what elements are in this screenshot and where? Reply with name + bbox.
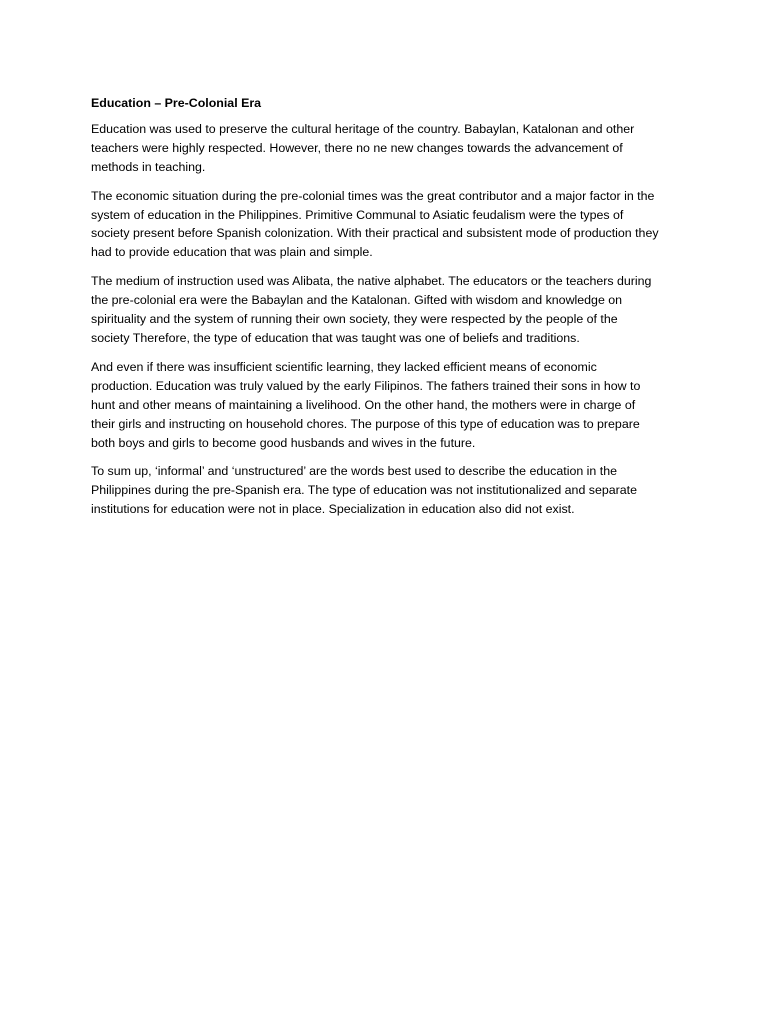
- paragraph-3: [91, 272, 691, 348]
- paragraph-line: To sum up, ‘informal’ and ‘unstructured’ are the words best used to describe the education in the: [91, 464, 617, 479]
- document-body: [91, 94, 691, 529]
- paragraph-line: And even if there was insufficient scientific learning, they lacked efficient means of economic: [91, 359, 597, 374]
- paragraph-line: teachers were highly respected. However, there no ne new changes towards the advancement of: [91, 140, 623, 155]
- paragraph-line: The medium of instruction used was Alibata, the native alphabet. The educators or the teachers during: [91, 274, 652, 289]
- paragraph-line: spirituality and the system of running their own society, they were respected by the people of the: [91, 312, 618, 327]
- paragraph-1: [91, 120, 691, 177]
- paragraph-line: Philippines during the pre-Spanish era. The type of education was not institutionalized and separate: [91, 483, 637, 498]
- paragraph-line: methods in teaching.: [91, 159, 206, 174]
- paragraph-line: production. Education was truly valued by the early Filipinos. The fathers trained their sons in how to: [91, 378, 641, 393]
- paragraph-line: their girls and instructing on household chores. The purpose of this type of education was to prepare: [91, 416, 640, 431]
- paragraph-4: [91, 358, 691, 453]
- paragraph-line: had to provide education that was plain and simple.: [91, 245, 373, 260]
- paragraph-2: [91, 187, 691, 263]
- paragraph-5: [91, 462, 691, 519]
- paragraph-line: The economic situation during the pre-colonial times was the great contributor and a major factor in the: [91, 188, 655, 203]
- paragraph-line: institutions for education were not in place. Specialization in education also did not exist.: [91, 502, 575, 517]
- paragraph-line: society Therefore, the type of education that was taught was one of beliefs and traditions.: [91, 330, 580, 345]
- paragraph-line: the pre-colonial era were the Babaylan and the Katalonan. Gifted with wisdom and knowledge on: [91, 293, 623, 308]
- paragraph-line: system of education in the Philippines. Primitive Communal to Asiatic feudalism were the types of: [91, 207, 624, 222]
- document-title: Education – Pre-Colonial Era: [91, 96, 262, 110]
- paragraph-line: Education was used to preserve the cultural heritage of the country. Babaylan, Katalonan and other: [91, 121, 635, 136]
- paragraph-line: society present before Spanish colonization. With their practical and subsistent mode of production they: [91, 226, 659, 241]
- paragraph-line: hunt and other means of maintaining a livelihood. On the other hand, the mothers were in charge of: [91, 397, 636, 412]
- paragraph-line: both boys and girls to become good husbands and wives in the future.: [91, 435, 476, 450]
